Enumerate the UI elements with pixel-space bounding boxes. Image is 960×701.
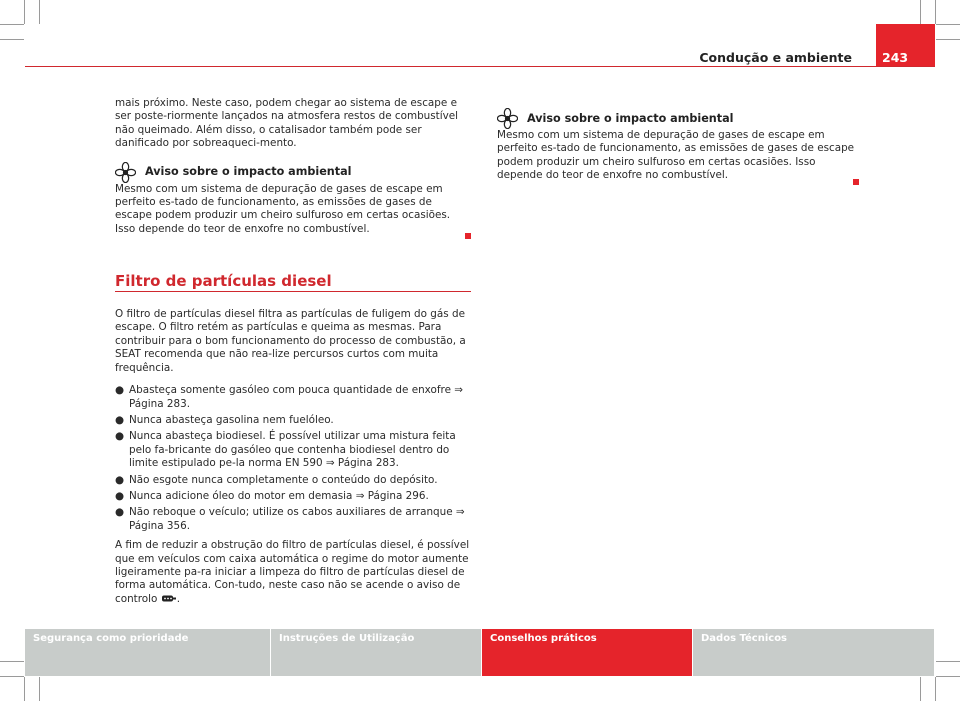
crop-mark: [24, 0, 25, 24]
particle-filter-warning-icon: [161, 594, 177, 603]
environment-flower-icon: [115, 162, 136, 183]
footer-tab-instrucoes[interactable]: Instruções de Utilização: [271, 629, 481, 676]
section-title: Filtro de partículas diesel: [115, 275, 471, 292]
footer-tab-seguranca[interactable]: Segurança como prioridade: [25, 629, 270, 676]
crop-mark: [936, 661, 960, 662]
page-header-title: Condução e ambiente: [699, 50, 852, 65]
crop-mark: [0, 24, 24, 25]
crop-mark: [0, 39, 24, 40]
left-column: [115, 97, 471, 606]
crop-mark: [920, 677, 921, 701]
list-item: ● Não reboque o veículo; utilize os cabos auxiliares de arranque ⇒ Página 356.: [115, 506, 465, 532]
closing-paragraph: A fim de reduzir a obstrução do filtro de partículas diesel, é possível que em veículos com caixa automática o regime do motor aumente ligeiramente pa-ra iniciar a limpeza do filtro de partículas diesel de forma automática. Con-tudo, neste caso não se acende o aviso de controlo .: [115, 539, 470, 605]
crop-mark: [920, 0, 921, 24]
list-item: ● Não esgote nunca completamente o conteúdo do depósito.: [115, 473, 438, 486]
env-note-text: Mesmo com um sistema de depuração de gases de escape em perfeito es-tado de funcionamento, as emissões de gases de escape podem produzir um cheiro sulfuroso em certas ocasiões. Isso depende do teor de enxofre no combustível.: [115, 182, 451, 235]
intro-paragraph: mais próximo. Neste caso, podem chegar ao sistema de escape e ser poste-riormente lançados na atmosfera restos de combustível não queimado. Além disso, o catalisador também pode ser danificado por sobreaqueci-mento.: [115, 97, 459, 150]
crop-mark: [0, 676, 24, 677]
section-intro: O filtro de partículas diesel filtra as partículas de fuligem do gás de escape. O filtro retém as partículas e queima as mesmas. Para contribuir para o bom funcionamento do processo de combustão, a SEAT recomenda que não rea-lize percursos curtos com muita frequência.: [115, 308, 466, 374]
crop-mark: [39, 0, 40, 24]
footer-nav: [25, 629, 935, 676]
right-column: [497, 108, 859, 189]
env-note-title: Aviso sobre o impacto ambiental: [527, 111, 734, 125]
page-number: 243: [882, 50, 909, 65]
list-item: ● Nunca abasteça gasolina nem fuelóleo.: [115, 413, 334, 426]
list-item: ● Nunca adicione óleo do motor em demasia ⇒ Página 296.: [115, 489, 429, 502]
env-note-text: Mesmo com um sistema de depuração de gases de escape em perfeito es-tado de funcionamento, as emissões de gases de escape podem produzir um cheiro sulfuroso em certas ocasiões. Isso depende do teor de enxofre no combustível.: [497, 129, 855, 182]
crop-mark: [39, 677, 40, 701]
env-note-heading: [497, 108, 859, 129]
crop-mark: [24, 677, 25, 701]
env-note-title: Aviso sobre o impacto ambiental: [145, 165, 352, 179]
header-rule: [25, 66, 935, 67]
environment-flower-icon: [497, 108, 518, 129]
crop-mark: [935, 0, 936, 24]
crop-mark: [0, 661, 24, 662]
env-note-heading: [115, 162, 471, 183]
footer-tab-conselhos[interactable]: Conselhos práticos: [482, 629, 692, 676]
crop-mark: [935, 677, 936, 701]
list-item: ● Abasteça somente gasóleo com pouca quantidade de enxofre ⇒ Página 283.: [115, 384, 463, 410]
crop-mark: [936, 676, 960, 677]
crop-mark: [936, 24, 960, 25]
footer-tab-dados[interactable]: Dados Técnicos: [693, 629, 934, 676]
crop-mark: [936, 39, 960, 40]
section-end-mark: [853, 179, 859, 185]
bullet-list: [115, 384, 471, 533]
section-end-mark: [465, 233, 471, 239]
list-item: ● Nunca abasteça biodiesel. É possível utilizar uma mistura feita pelo fa-bricante do gasóleo que contenha biodiesel dentro do limite estipulado pe-la norma EN 590 ⇒ Página 283.: [115, 430, 456, 470]
